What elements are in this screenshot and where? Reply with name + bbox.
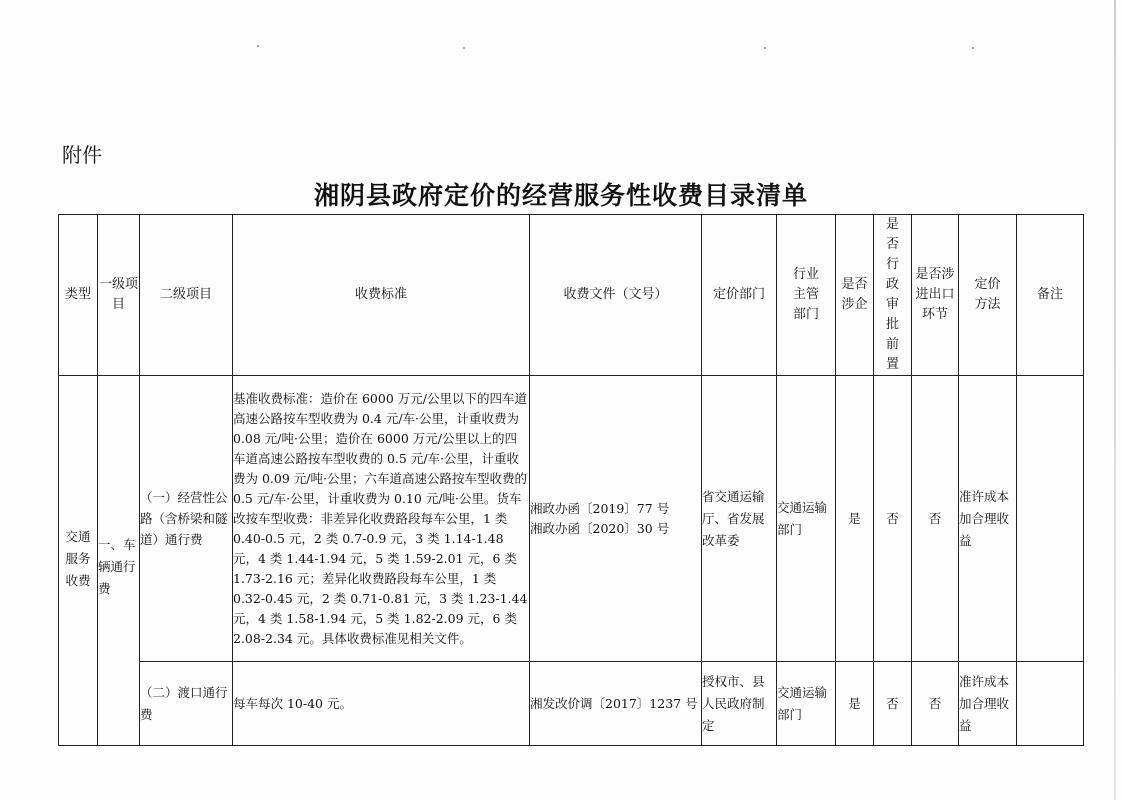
header-standard: 收费标准: [233, 215, 530, 376]
header-level1: 一级项目: [98, 215, 140, 376]
header-level2: 二级项目: [140, 215, 233, 376]
row-authority: 交通运输部门: [777, 376, 836, 662]
document-title: 湘阴县政府定价的经营服务性收费目录清单: [313, 181, 808, 210]
row-document-line: 湘政办函〔2020〕30 号: [530, 520, 670, 536]
header-authority: 行业主管部门: [777, 215, 836, 376]
row-document: 湘发改价调〔2017〕1237 号: [530, 662, 702, 746]
category-level1: 一、车辆通行费: [98, 376, 140, 746]
category-type: 交通服务收费: [59, 376, 98, 746]
header-import-export: 是否涉进出口环节: [912, 215, 959, 376]
row-dept: 授权市、县人民政府制定: [702, 662, 777, 746]
row-standard: 基准收费标准：造价在 6000 万元/公里以下的四车道高速公路按车型收费为 0.4 元/车·公里，计重收费为 0.08 元/吨·公里；造价在 6000 万元/公里以上的四车道高速公路按车型收费的 0.5 元/车·公里，计重收费为 0.09 元/吨·公里；六车道高速公路按车型收费的 0.5 元/车·公里，计重收费为 0.10 元/吨·公里。货车改按车型收费：非差异化收费路段每车公里，1 类 0.40-0.5 元，2 类 0.7-0.9 元，3 类 1.14-1.48 元，4 类 1.44-1.94 元，5 类 1.59-2.01 元，6 类 1.73-2.16 元；差异化收费路段每车公里，1 类 0.32-0.45 元，2 类 0.71-0.81 元，3 类 1.23-1.44 元，4 类 1.58-1.94 元，5 类 1.82-2.09 元，6 类 2.08-2.34 元。具体收费标准见相关文件。: [233, 376, 530, 662]
row-standard: 每车每次 10-40 元。: [233, 662, 530, 746]
fee-catalog-table: [58, 214, 1084, 746]
row-remarks: [1017, 662, 1084, 746]
row-dept: 省交通运输厅、省发展改革委: [702, 376, 777, 662]
scan-speck: [257, 45, 259, 47]
row-method: 准许成本加合理收益: [959, 662, 1017, 746]
attachment-label: 附件: [62, 143, 102, 167]
header-remarks: 备注: [1017, 215, 1084, 376]
row-import-export: 否: [912, 376, 959, 662]
scan-speck: [972, 47, 974, 49]
scan-speck: [463, 47, 465, 49]
row-involves-enterprise: 是: [836, 376, 874, 662]
row-admin-approval: 否: [874, 662, 912, 746]
row-authority: 交通运输部门: [777, 662, 836, 746]
header-admin-approval: 是否行政审批前置: [874, 215, 912, 376]
row-method: 准许成本加合理收益: [959, 376, 1017, 662]
table-row: [59, 662, 1084, 746]
header-row: [59, 215, 1084, 376]
row-remarks: [1017, 376, 1084, 662]
header-involves-enterprise: 是否涉企: [836, 215, 874, 376]
row-level2: （一）经营性公路（含桥梁和隧道）通行费: [140, 376, 233, 662]
header-type: 类型: [59, 215, 98, 376]
header-method: 定价方法: [959, 215, 1017, 376]
row-import-export: 否: [912, 662, 959, 746]
row-level2: （二）渡口通行费: [140, 662, 233, 746]
table-row: [59, 376, 1084, 662]
row-involves-enterprise: 是: [836, 662, 874, 746]
row-document-line: 湘政办函〔2019〕77 号: [530, 500, 670, 516]
header-dept: 定价部门: [702, 215, 777, 376]
row-admin-approval: 否: [874, 376, 912, 662]
scan-speck: [764, 47, 766, 49]
row-document: [530, 376, 702, 662]
header-document: 收费文件（文号）: [530, 215, 702, 376]
scan-edge: [1114, 0, 1116, 800]
